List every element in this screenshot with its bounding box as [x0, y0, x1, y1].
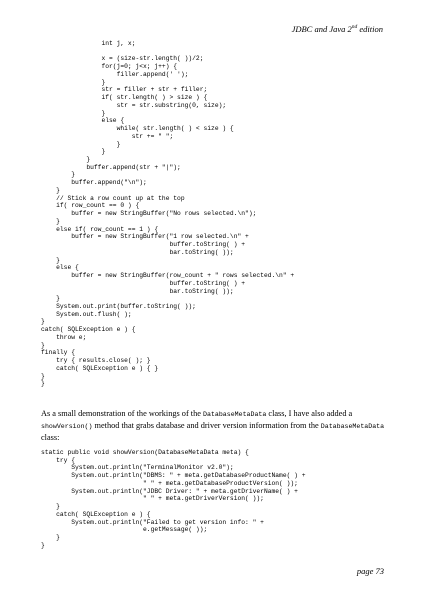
code-line: buffer = new StringBuffer("No rows selected.\n");: [41, 210, 257, 218]
code-line: System.out.println("DBMS: " + meta.getDatabaseProductName( ) +: [41, 472, 306, 480]
code-line: catch( SQLException e ) {: [41, 326, 136, 334]
code-line: " " + meta.getDriverVersion( ));: [41, 495, 264, 503]
code-line: bar.toString( ));: [41, 287, 234, 295]
code-line: }: [41, 541, 45, 549]
code-line: static public void showVersion(DatabaseMetaData meta) {: [41, 449, 249, 456]
body-paragraph: [41, 408, 397, 443]
code-line: try {: [41, 456, 76, 464]
code-line: }: [41, 295, 60, 303]
code-line: }: [41, 148, 106, 156]
code-line: str = filler + str + filler;: [41, 86, 208, 94]
code-listing-showversion: [41, 449, 306, 550]
code-line: buffer.toString( ) +: [41, 241, 246, 249]
code-line: }: [41, 534, 60, 542]
code-line: }: [41, 318, 45, 326]
code-line: try { results.close( ); }: [41, 357, 151, 365]
code-line: buffer = new StringBuffer("1 row selected.\n" +: [41, 233, 249, 241]
code-line: int j, x;: [41, 40, 136, 47]
code-line: }: [41, 78, 106, 86]
header-edition-suffix: edition: [357, 24, 383, 34]
inline-code-databasemetadata-2: DatabaseMetaData: [320, 423, 385, 430]
code-line: }: [41, 109, 106, 117]
header-title: JDBC and Java 2: [291, 24, 352, 34]
code-line: }: [41, 171, 76, 179]
code-line: System.out.println("TerminalMonitor v2.0");: [41, 464, 234, 472]
running-header: [292, 24, 383, 34]
code-line: finally {: [41, 349, 76, 357]
code-line: throw e;: [41, 333, 87, 341]
code-line: else {: [41, 264, 79, 272]
code-line: e.getMessage( ));: [41, 526, 208, 534]
code-line: buffer.append(str + "|");: [41, 163, 181, 171]
code-line: System.out.flush( );: [41, 310, 132, 318]
code-line: if( row_count == 0 ) {: [41, 202, 140, 210]
code-line: System.out.print(buffer.toString( ));: [41, 302, 196, 310]
code-line: x = (size-str.length( ))/2;: [41, 55, 204, 63]
page-number: page 73: [356, 566, 384, 576]
header-edition-superscript: nd: [351, 24, 358, 31]
code-line: }: [41, 372, 45, 380]
code-line: while( str.length( ) < size ) {: [41, 125, 234, 133]
code-line: catch( SQLException e ) { }: [41, 364, 159, 372]
code-line: }: [41, 140, 121, 148]
code-line: }: [41, 503, 60, 511]
code-line: buffer.append("\n");: [41, 179, 147, 187]
code-line: for(j=0; j<x; j++) {: [41, 63, 178, 71]
inline-code-databasemetadata: DatabaseMetaData: [203, 411, 267, 418]
code-line: System.out.println("JDBC Driver: " + meta.getDriverName( ) +: [41, 487, 298, 495]
code-line: else if( row_count == 1 ) {: [41, 225, 159, 233]
inline-code-showversion: showVersion(): [41, 423, 93, 430]
code-line: filler.append(' ');: [41, 70, 189, 78]
code-line: }: [41, 186, 60, 194]
code-line: }: [41, 156, 91, 164]
paragraph-text-1: As a small demonstration of the workings of the: [41, 409, 203, 418]
code-line: str += " ";: [41, 132, 174, 140]
code-line: bar.toString( ));: [41, 248, 234, 256]
code-line: else {: [41, 117, 125, 125]
code-line: " " + meta.getDatabaseProductVersion( ));: [41, 479, 298, 487]
code-line: }: [41, 380, 45, 388]
code-line: buffer = new StringBuffer(row_count + " rows selected.\n" +: [41, 272, 295, 280]
code-line: }: [41, 341, 45, 349]
code-line: System.out.println("Failed to get version info: " +: [41, 518, 264, 526]
code-line: if( str.length( ) > size ) {: [41, 94, 208, 102]
code-line: }: [41, 256, 60, 264]
code-line: buffer.toString( ) +: [41, 279, 246, 287]
code-listing-table-formatting: [41, 40, 294, 388]
code-line: }: [41, 217, 60, 225]
code-line: catch( SQLException e ) {: [41, 510, 151, 518]
paragraph-text-3: method that grabs database and driver version information from the: [92, 421, 321, 430]
code-line: str = str.substring(0, size);: [41, 101, 227, 109]
paragraph-text-4: class:: [41, 433, 60, 442]
code-line: // Stick a row count up at the top: [41, 194, 185, 202]
paragraph-text-2: class, I have also added a: [266, 409, 353, 418]
